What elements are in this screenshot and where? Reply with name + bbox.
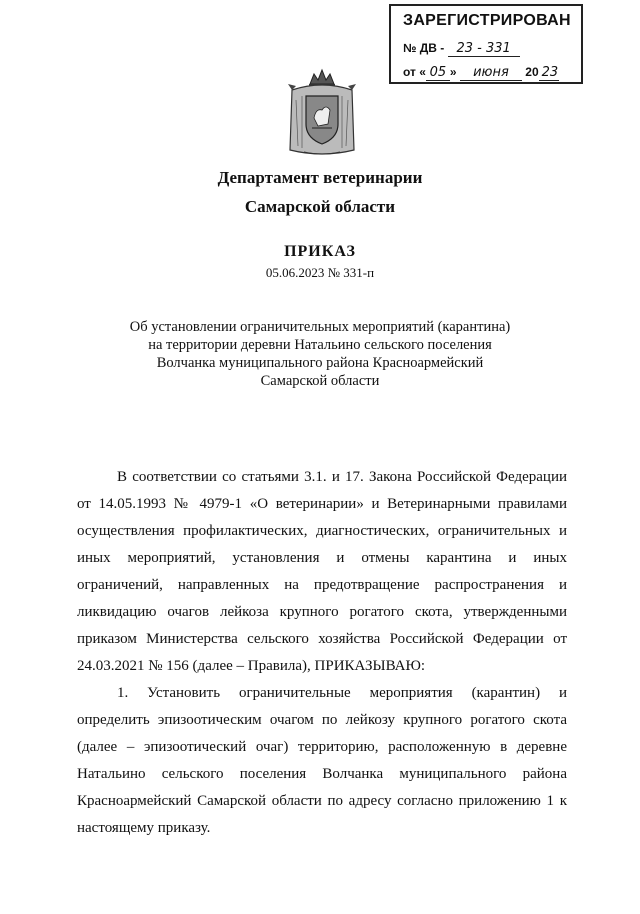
order-subject [0, 318, 640, 390]
stamp-date-prefix: от « [403, 65, 426, 79]
stamp-date-month: июня [460, 65, 522, 81]
stamp-date-sep: » [449, 65, 457, 79]
body-line: ликвидацию очагов лейкоза крупного рогатого скота, утвержденными [77, 604, 567, 620]
stamp-date-line [403, 65, 559, 81]
body-line: ограничений, направленных на предотвращение распространения и [77, 577, 567, 593]
stamp-number-handwritten: 23 - 331 [448, 41, 520, 57]
order-title: ПРИКАЗ [284, 243, 356, 260]
subject-line: Волчанка муниципального района Красноармейский [156, 355, 484, 371]
body-line: 24.03.2021 № 156 (далее – Правила), ПРИКАЗЫВАЮ: [77, 658, 426, 674]
department-name-line2: Самарской области [244, 197, 396, 216]
body-line: осуществления профилактических, диагностических, ограничительных и [77, 523, 567, 539]
body-line: иных мероприятий, установления и отмены карантина и иных [77, 550, 567, 566]
coat-of-arms-icon [284, 66, 360, 158]
body-line: В соответствии со статьями 3.1. и 17. Закона Российской Федерации [117, 469, 567, 485]
subject-line: Самарской области [260, 373, 380, 389]
body-line: Красноармейский Самарской области по адресу согласно приложению 1 к [77, 793, 567, 809]
stamp-number-prefix: № ДВ - [403, 41, 445, 55]
stamp-number-line [403, 41, 520, 57]
numbered-item-1: 1. Установить ограничительные мероприятия (карантин) и [117, 685, 567, 701]
order-number: 05.06.2023 № 331-п [265, 265, 375, 280]
body-line: определить эпизоотическим очагом по лейкозу крупного рогатого скота [77, 712, 567, 728]
subject-line: на территории деревни Натальино сельского поселения [148, 337, 492, 353]
body-line: Натальино сельского поселения Волчанка муниципального района [77, 766, 567, 782]
stamp-title: ЗАРЕГИСТРИРОВАН [403, 12, 571, 29]
body-line: приказом Министерства сельского хозяйства Российской Федерации от [77, 631, 567, 647]
stamp-year-prefix: 20 [525, 65, 539, 79]
subject-line: Об установлении ограничительных мероприятий (карантина) [129, 319, 511, 335]
body-line: (далее – эпизоотический очаг) территорию, расположенную в деревне [77, 739, 567, 755]
stamp-date-day: 05 [426, 65, 450, 81]
stamp-year-suffix: 23 [539, 65, 559, 81]
department-name-line1: Департамент ветеринарии [217, 168, 423, 187]
body-line: настоящему приказу. [77, 820, 211, 836]
body-line: от 14.05.1993 № 4979-1 «О ветеринарии» и Ветеринарными правилами [77, 496, 567, 512]
registration-stamp [389, 4, 583, 84]
